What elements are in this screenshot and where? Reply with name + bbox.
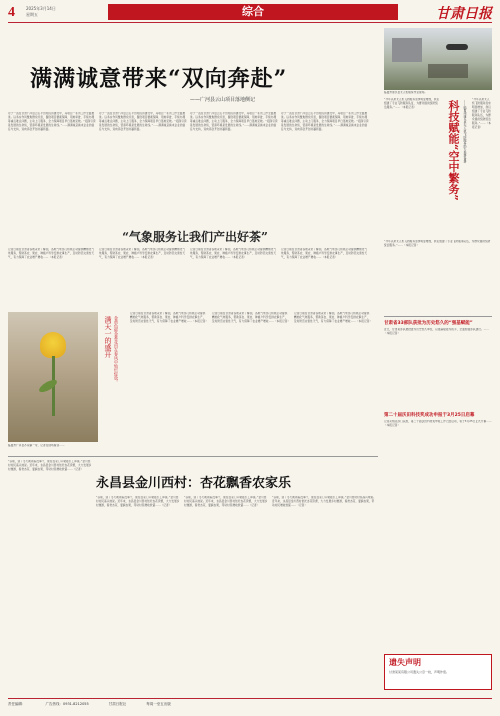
footer-rule: [8, 698, 492, 699]
tulip-flower: [40, 332, 66, 358]
people-shape: [428, 64, 468, 78]
drone-photo: [384, 28, 492, 90]
side-vertical-title: 科技赋能“空中繁务”: [447, 100, 460, 201]
feature-body-col-3: “以前，到了冬天就闲着没事干，现在在家门口就能打工挣钱。”金川西村村民高兴地说。近年来，永昌县金川西村依托杏花资源，大力发展乡村旅游，春赏杏花、夏摘杏果，带动村民增收致富……（记者）: [184, 496, 268, 507]
footer-address: 甘肃日报社: [108, 702, 127, 706]
tulip-photo: [8, 312, 98, 442]
quote-body-col-3: 记者日前在甘肃省各地采访了解到，各地气象部门积极主动提供精细化气象服务，帮助茶农、果农、种植户科学安排农事生产，及时防范灾害性天气，有力保障了农业增产增收……（本报记者）: [190, 248, 277, 259]
footer-phone: 广告热线：0931-8212055: [45, 702, 89, 706]
building-shape: [392, 38, 422, 62]
lost-notice-title: 遗失声明: [389, 658, 421, 667]
side-vertical-sub: ——临夏州康乐县无人机飞防服务助力春耕备耕: [463, 100, 467, 163]
section-title: 综合: [242, 5, 264, 18]
quote-headline: “气象服务让我们产出好茶”: [122, 230, 268, 244]
issue-weekday: 星期五: [26, 12, 38, 17]
quote-body-col-6: 记者日前在甘肃省各地采访了解到，各地气象部门积极主动提供精细化气象服务，帮助茶农、果农、种植户科学安排农事生产，及时防范灾害性天气，有力保障了农业增产增收……（本报记者）: [212, 312, 290, 323]
feature-headline: 永昌县金川西村：杏花飘香农家乐: [96, 476, 292, 491]
brief-rule-1: [384, 316, 492, 317]
brief-1-title: 甘肃省33部队获批为历史悠久的“强基赋能”: [384, 321, 473, 326]
lead-headline: 满满诚意带来“双向奔赴”: [30, 66, 288, 92]
footer: [8, 702, 492, 712]
photo-vertical-text-2: 金黄色郁金香花田在春风中灿烂绽放。: [114, 316, 119, 384]
quote-body-col-7: 记者日前在甘肃省各地采访了解到，各地气象部门积极主动提供精细化气象服务，帮助茶农、果农、种植户科学安排农事生产，及时防范灾害性天气，有力保障了农业增产增收……（本报记者）: [294, 312, 372, 323]
feature-body-col-4: “以前，到了冬天就闲着没事干，现在在家门口就能打工挣钱。”金川西村村民高兴地说。近年来，永昌县金川西村依托杏花资源，大力发展乡村旅游，春赏杏花、夏摘杏果，带动村民增收致富……（记者）: [272, 496, 376, 507]
masthead: [0, 0, 500, 30]
issue-date: 2025年3月14日: [26, 6, 56, 11]
brief-1-body: 近日，甘肃某部队被批准为历史悠久单位，以强基赋能为抓手，全面加强部队建设。……（本报记者）: [384, 328, 490, 335]
photo-vertical-text-1: 满天一的盛开: [104, 316, 112, 358]
masthead-rule: [8, 22, 492, 23]
lost-notice-text: 甘肃某某有限公司遗失公章一枚，声明作废。: [389, 670, 450, 674]
page-number: 4: [8, 5, 15, 20]
drone-photo-caption: 临夏州康乐县无人机植保作业现场。: [384, 91, 428, 94]
lead-body-col-1: 对于一直在甘肃广河县云山平田村投资建设中，其项目一系列工作全面推进。以务实作风聚焦群众所需，围绕项目要素保障、用地审批、手续办理等重点难点问题，主动上门服务，全力保障项目早日落地见效。“招商引资是发展的生命线，营商环境是发展的生命线。”……满满诚意换来企业的信任与支持，双向奔赴开创共赢局面。: [8, 112, 96, 131]
side-body-col-3: “今年以来无人机飞防服务需求明显增加，我们组建了专业飞防服务队伍，为群众提供统防统治服务。”……（本报记者）: [384, 240, 491, 247]
quote-body-col-2: 记者日前在甘肃省各地采访了解到，各地气象部门积极主动提供精细化气象服务，帮助茶农、果农、种植户科学安排农事生产，及时防范灾害性天气，有力保障了农业增产增收……（本报记者）: [99, 248, 186, 259]
feature-body-col-1: “以前，到了冬天就闲着没事干，现在在家门口就能打工挣钱。”金川西村村民高兴地说。近年来，永昌县金川西村依托杏花资源，大力发展乡村旅游，春赏杏花、夏摘杏果，带动村民增收致富……（记者）: [8, 460, 92, 471]
footer-editor: 责任编辑：: [8, 702, 26, 706]
tulip-leaf: [37, 378, 58, 395]
feature-divider: [8, 456, 378, 457]
lead-body-col-2: 对于一直在甘肃广河县云山平田村投资建设中，其项目一系列工作全面推进。以务实作风聚焦群众所需，围绕项目要素保障、用地审批、手续办理等重点难点问题，主动上门服务，全力保障项目早日落地见效。“招商引资是发展的生命线，营商环境是发展的生命线。”……满满诚意换来企业的信任与支持，双向奔赴开创共赢局面。: [99, 112, 187, 131]
paper-logo: 甘肃日报: [436, 6, 492, 22]
side-body-col-2: “今年以来无人机飞防服务需求明显增加，我们组建了专业飞防服务队伍，为群众提供统防统治服务。”……（本报记者）: [472, 98, 491, 129]
feature-body-col-2: “以前，到了冬天就闲着没事干，现在在家门口就能打工挣钱。”金川西村村民高兴地说。近年来，永昌县金川西村依托杏花资源，大力发展乡村旅游，春赏杏花、夏摘杏果，带动村民增收致富……（记者）: [96, 496, 180, 507]
drone-shape: [446, 44, 468, 50]
side-body-col-1: “今年以来无人机飞防服务需求明显增加，我们组建了专业飞防服务队伍，为群众提供统防统治服务。”……（本报记者）: [384, 98, 440, 109]
footer-print: 每周一至五出版: [146, 702, 171, 706]
lead-body-col-3: 对于一直在甘肃广河县云山平田村投资建设中，其项目一系列工作全面推进。以务实作风聚焦群众所需，围绕项目要素保障、用地审批、手续办理等重点难点问题，主动上门服务，全力保障项目早日落地见效。“招商引资是发展的生命线，营商环境是发展的生命线。”……满满诚意换来企业的信任与支持，双向奔赴开创共赢局面。: [190, 112, 278, 131]
lead-subhead: ——广河县云山项目落地侧记: [190, 97, 256, 103]
photo-caption: 临夏州广河县齐家镇一带，记者在现场看到……: [8, 444, 65, 447]
brief-2-body: 记者从相关部门获悉，第二十届沃田科技奖申报工作已经启动，将于3月25日正式开幕……（本报记者）: [384, 420, 492, 427]
brief-2-title: 第二十届沃田科技奖成功申报于3月25日启幕: [384, 413, 475, 418]
quote-body-col-5: 记者日前在甘肃省各地采访了解到，各地气象部门积极主动提供精细化气象服务，帮助茶农、果农、种植户科学安排农事生产，及时防范灾害性天气，有力保障了农业增产增收……（本报记者）: [130, 312, 208, 323]
lead-body-col-4: 对于一直在甘肃广河县云山平田村投资建设中，其项目一系列工作全面推进。以务实作风聚焦群众所需，围绕项目要素保障、用地审批、手续办理等重点难点问题，主动上门服务，全力保障项目早日落地见效。“招商引资是发展的生命线，营商环境是发展的生命线。”……满满诚意换来企业的信任与支持，双向奔赴开创共赢局面。: [281, 112, 369, 131]
quote-body-col-4: 记者日前在甘肃省各地采访了解到，各地气象部门积极主动提供精细化气象服务，帮助茶农、果农、种植户科学安排农事生产，及时防范灾害性天气，有力保障了农业增产增收……（本报记者）: [281, 248, 368, 259]
section-banner: [108, 4, 398, 20]
lost-notice-box: [384, 654, 492, 690]
quote-body-col-1: 记者日前在甘肃省各地采访了解到，各地气象部门积极主动提供精细化气象服务，帮助茶农、果农、种植户科学安排农事生产，及时防范灾害性天气，有力保障了农业增产增收……（本报记者）: [8, 248, 95, 259]
